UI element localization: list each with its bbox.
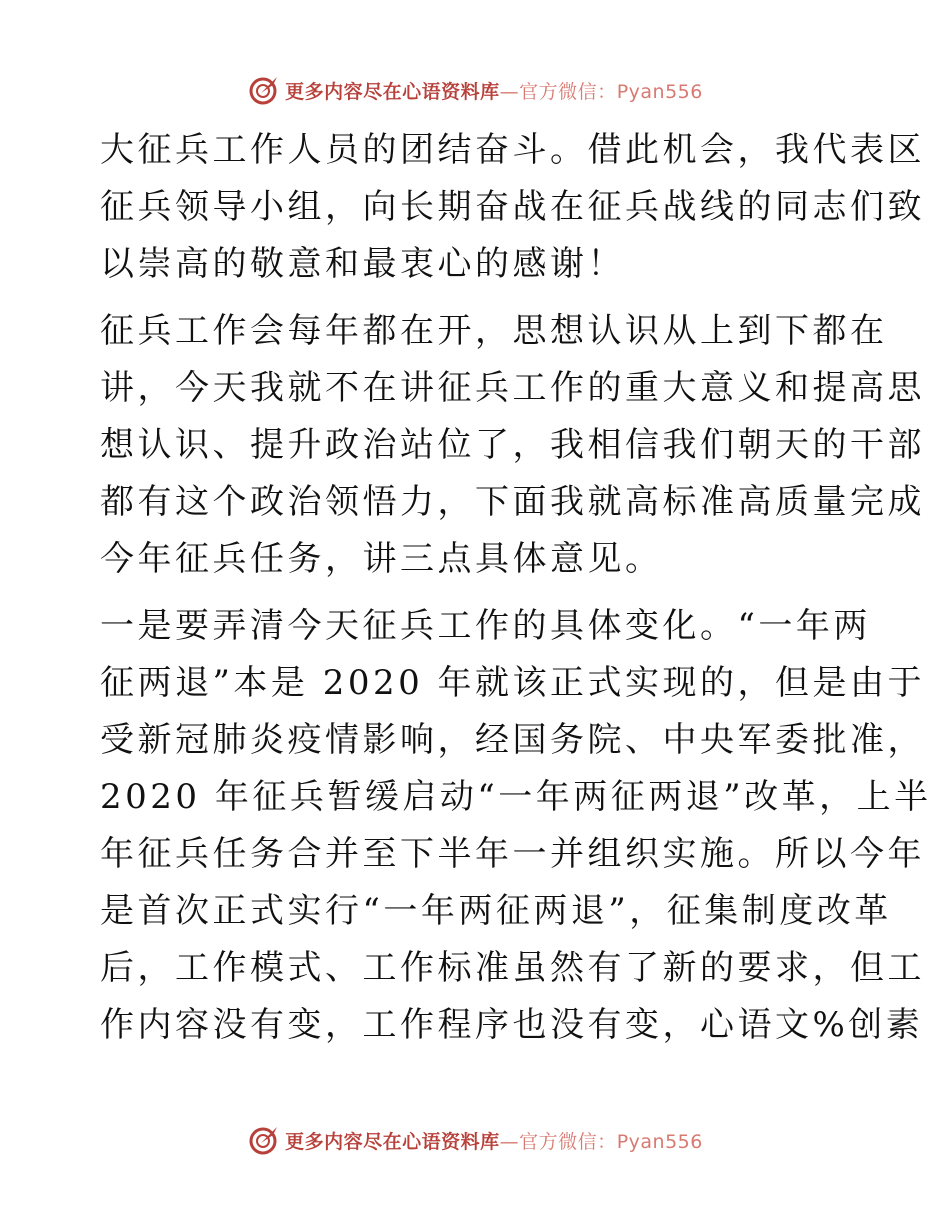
watermark-official: 官方微信： xyxy=(519,80,617,103)
text-line: 大征兵工作人员的团结奋斗。借此机会，我代表区 xyxy=(100,130,925,170)
text-line: 想认识、提升政治站位了，我相信我们朝天的干部 xyxy=(100,425,925,465)
footer-watermark xyxy=(0,1120,950,1160)
quill-logo-icon xyxy=(247,73,281,107)
text-line: 后，工作模式、工作标准虽然有了新的要求，但工 xyxy=(100,948,925,988)
header-watermark xyxy=(0,70,950,110)
text-line: 征兵工作会每年都在开，思想认识从上到下都在 xyxy=(100,311,888,351)
watermark-text xyxy=(285,1127,703,1154)
watermark-text xyxy=(285,77,703,104)
text-line: 征两退”本是 2020 年就该正式实现的，但是由于 xyxy=(100,663,926,703)
watermark-dash: — xyxy=(499,80,520,103)
text-line: 讲，今天我就不在讲征兵工作的重大意义和提高思 xyxy=(100,368,925,408)
text-line: 都有这个政治领悟力，下面我就高标准高质量完成 xyxy=(100,482,925,522)
paragraph xyxy=(100,303,925,588)
paragraph xyxy=(100,122,925,293)
text-line: 2020 年征兵暂缓启动“一年两征两退”改革，上半 xyxy=(100,777,932,817)
watermark-main: 更多内容尽在心语资料库 xyxy=(285,80,500,103)
text-line: 年征兵任务合并至下半年一并组织实施。所以今年 xyxy=(100,834,925,874)
paragraph xyxy=(100,598,932,1054)
watermark-account: Pyan556 xyxy=(616,1130,703,1153)
text-line: 一是要弄清今天征兵工作的具体变化。“一年两 xyxy=(100,606,871,646)
watermark-account: Pyan556 xyxy=(616,80,703,103)
text-line: 受新冠肺炎疫情影响，经国务院、中央军委批准， xyxy=(100,720,925,760)
text-line: 作内容没有变，工作程序也没有变，心语文%创素 xyxy=(100,1005,924,1045)
watermark-official: 官方微信： xyxy=(519,1130,617,1153)
watermark-main: 更多内容尽在心语资料库 xyxy=(285,1130,500,1153)
document-body xyxy=(100,122,932,1054)
text-line: 以崇高的敬意和最衷心的感谢！ xyxy=(100,244,625,284)
text-line: 征兵领导小组，向长期奋战在征兵战线的同志们致 xyxy=(100,187,925,227)
text-line: 今年征兵任务，讲三点具体意见。 xyxy=(100,539,663,579)
quill-logo-icon xyxy=(247,1123,281,1157)
watermark-dash: — xyxy=(499,1130,520,1153)
text-line: 是首次正式实行“一年两征两退”，征集制度改革 xyxy=(100,891,892,931)
